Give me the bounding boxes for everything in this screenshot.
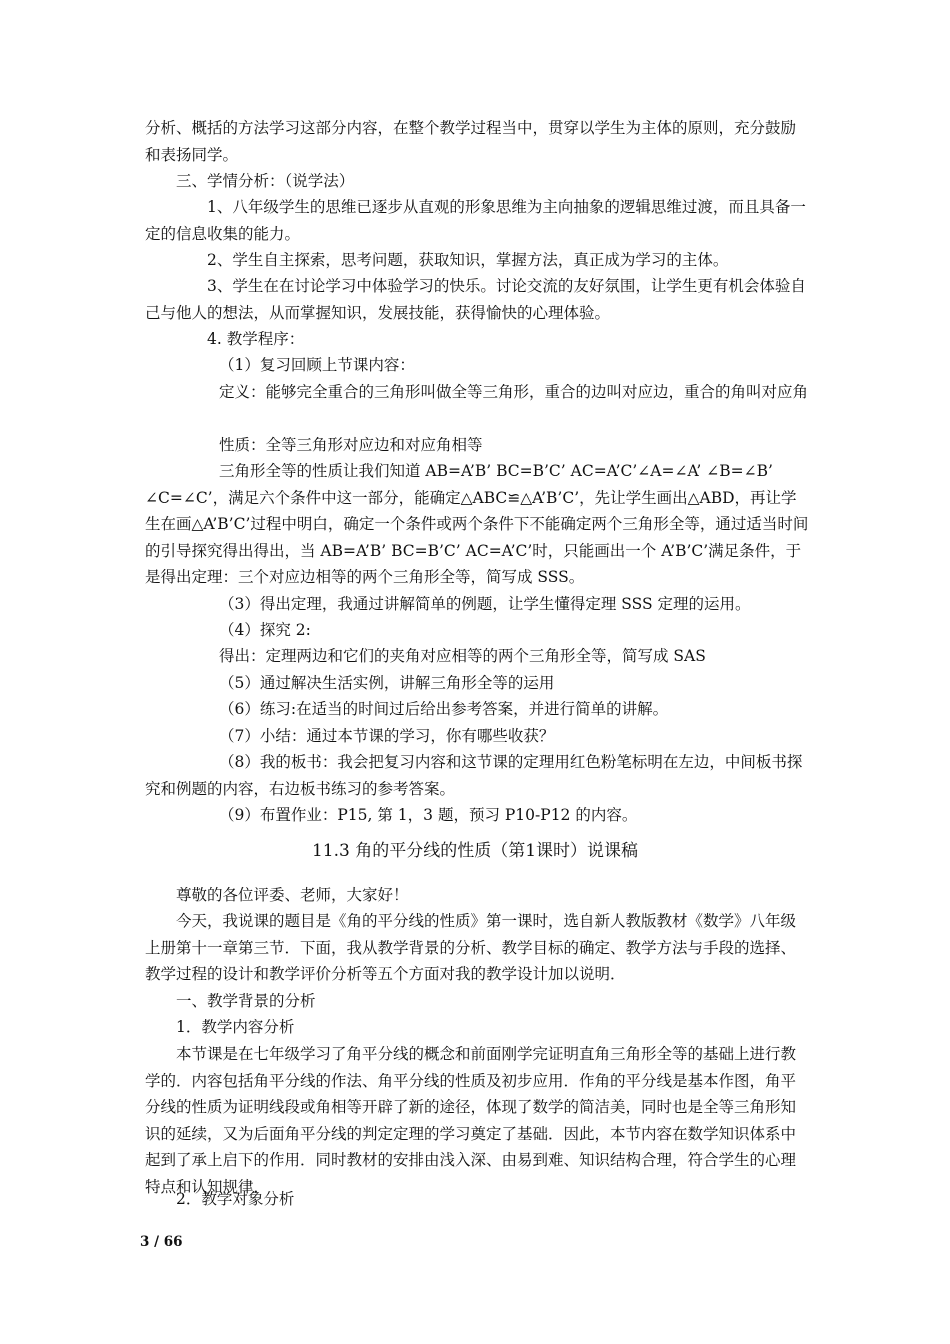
- section-title: 11.3 角的平分线的性质（第1课时）说课稿: [311, 841, 639, 861]
- heading-learning-analysis: 三、学情分析：（说学法）: [176, 172, 355, 190]
- paragraph-lesson-intro: 今天，我说课的题目是《角的平分线的性质》第一课时，选自新人教版教材《数学》八年级上册第十一章第三节．下面，我从教学背景的分析、教学目标的确定、教学方法与手段的选择、教学过程的设计和教学评价分析等五个方面对我的教学设计加以说明．: [145, 912, 797, 983]
- heading-teaching-background: 一、教学背景的分析: [176, 992, 316, 1010]
- paragraph-greeting: 尊敬的各位评委、老师，大家好！: [176, 886, 409, 904]
- paragraph-step-3: （3）得出定理，我通过讲解简单的例题，让学生懂得定理 SSS 定理的运用。: [219, 595, 751, 613]
- paragraph-definition: 定义：能够完全重合的三角形叫做全等三角形，重合的边叫对应边，重合的角叫对应角: [219, 383, 809, 401]
- heading-student-analysis: 2．教学对象分析: [176, 1190, 295, 1208]
- paragraph-content-analysis: 本节课是在七年级学习了角平分线的概念和前面刚学完证明直角三角形全等的基础上进行教学的．内容包括角平分线的作法、角平分线的性质及初步应用．作角的平分线是基本作图，角平分线的性质为证明线段或角相等开辟了新的途径，体现了数学的简洁美，同时也是全等三角形知识的延续，又为后面角平分线的判定定理的学习奠定了基础．因此，本节内容在数学知识体系中起到了承上启下的作用．同时教材的安排由浅入深、由易到难、知识结构合理，符合学生的心理特点和认知规律．: [145, 1045, 797, 1196]
- paragraph-step-5: （5）通过解决生活实例，讲解三角形全等的运用: [219, 674, 555, 692]
- paragraph-item-1: 1、八年级学生的思维已逐步从直观的形象思维为主向抽象的逻辑思维过渡，而且具备一定的信息收集的能力。: [145, 198, 806, 243]
- paragraph-step-8: （8）我的板书：我会把复习内容和这节课的定理用红色粉笔标明在左边，中间板书探究和例题的内容，右边板书练习的参考答案。: [145, 753, 803, 798]
- paragraph-explanation: 三角形全等的性质让我们知道 AB=A’B’ BC=B’C’ AC=A’C’∠A=∠A’ ∠B=∠B’ ∠C=∠C’，满足六个条件中这一部分，能确定△ABC≌△A’B’C’，先让学生画出△ABD，再让学生在画△A’B’C’过程中明白，确定一个条件或两个条件下不能确定两个三角形全等，通过适当时间的引导探究得出得出，当 AB=A’B’ BC=B’C’ AC=A’C’时，只能画出一个 A’B’C’满足条件，于是得出定理：三个对应边相等的两个三角形全等，简写成 SSS。: [145, 462, 809, 586]
- paragraph-item-3: 3、学生在在讨论学习中体验学习的快乐。讨论交流的友好氛围，让学生更有机会体验自己与他人的想法，从而掌握知识，发展技能，获得愉快的心理体验。: [145, 277, 806, 322]
- paragraph-step-9: （9）布置作业：P15, 第 1，3 题，预习 P10-P12 的内容。: [219, 806, 638, 824]
- page-number: 3 / 66: [140, 1234, 183, 1250]
- paragraph-step-6: （6）练习:在适当的时间过后给出参考答案，并进行简单的讲解。: [219, 700, 669, 718]
- paragraph-intro: 分析、概括的方法学习这部分内容，在整个教学过程当中，贯穿以学生为主体的原则，充分鼓励和表扬同学。: [145, 119, 797, 164]
- paragraph-step-4: （4）探究 2:: [219, 621, 311, 639]
- paragraph-item-4: 4. 教学程序：: [207, 330, 305, 348]
- heading-content-analysis: 1．教学内容分析: [176, 1018, 295, 1036]
- paragraph-step-1: （1）复习回顾上节课内容：: [219, 356, 415, 374]
- paragraph-property: 性质：全等三角形对应边和对应角相等: [219, 436, 483, 454]
- paragraph-derive: 得出：定理两边和它们的夹角对应相等的两个三角形全等，简写成 SAS: [219, 647, 706, 665]
- paragraph-item-2: 2、学生自主探索，思考问题，获取知识，掌握方法，真正成为学习的主体。: [207, 251, 729, 269]
- paragraph-step-7: （7）小结：通过本节课的学习，你有哪些收获？: [219, 727, 555, 745]
